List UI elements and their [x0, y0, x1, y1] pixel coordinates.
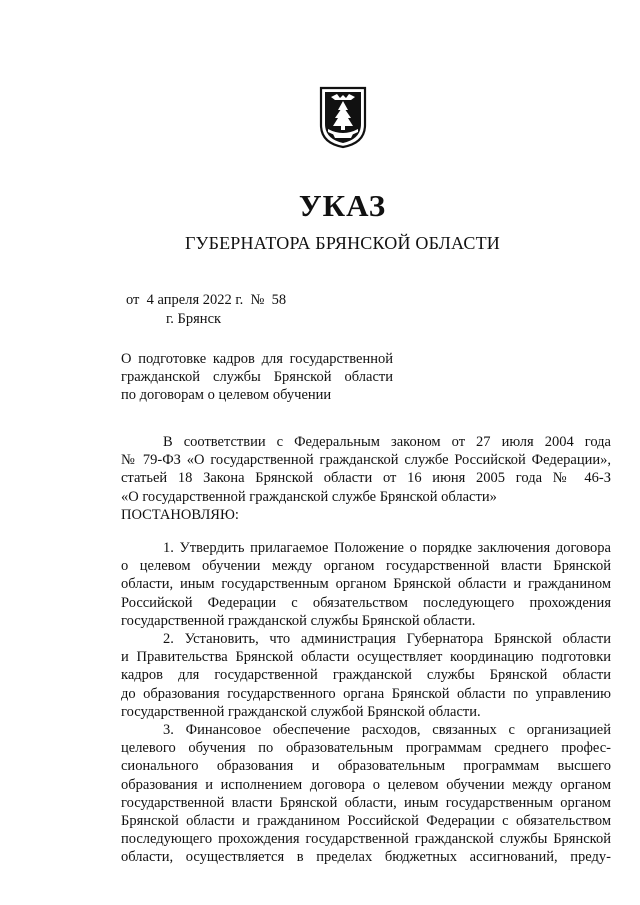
- document-title: УКАЗ: [298, 188, 387, 223]
- text-line: «О государственной гражданской службе Брянской области»: [121, 488, 497, 505]
- text-line: последующего прохождения государственной гражданской службы Брянской: [121, 831, 611, 848]
- text-line: 3. Финансовое обеспечение расходов, связанных с организацией: [163, 722, 611, 739]
- decree-items: [121, 539, 611, 867]
- item-paragraph-1: [121, 539, 611, 630]
- text-line: государственной гражданской службы Брянской области.: [121, 612, 476, 629]
- text-line: кадров для государственной гражданской службы Брянской области: [121, 667, 611, 684]
- date-number-line: от 4 апреля 2022 г. № 58: [126, 292, 287, 308]
- text-line: государственной власти Брянской области, иным государственным органом: [121, 794, 611, 811]
- preamble: [121, 433, 611, 524]
- item-paragraph-2: [121, 630, 611, 721]
- subject-line: гражданской службы Брянской области: [121, 369, 393, 385]
- decree-subject: [121, 350, 393, 404]
- text-line: и Правительства Брянской области осуществляет координацию подготовки: [121, 649, 611, 666]
- document-subtitle: ГУБЕРНАТОРА БРЯНСКОЙ ОБЛАСТИ: [185, 233, 500, 253]
- text-line: образования и исполнением договора о целевом обучении между органом: [121, 776, 611, 793]
- text-line: до образования государственного органа Брянской области по управлению: [121, 685, 611, 702]
- preamble-paragraph: [121, 433, 611, 524]
- text-line: государственной гражданской службой Брянской области.: [121, 703, 481, 720]
- item-paragraph-3: [121, 721, 611, 867]
- text-line: Российской Федерации с обязательством последующего прохождения: [121, 594, 611, 611]
- text-line: № 79-ФЗ «О государственной гражданской службе Российской Федерации»,: [121, 452, 611, 469]
- text-line: 2. Установить, что администрация Губернатора Брянской области: [163, 631, 611, 648]
- text-line: целевого обучения по образовательным программам среднего профес-: [121, 740, 611, 757]
- text-line: сионального образования и образовательным программам высшего: [121, 758, 611, 775]
- subject-line: О подготовке кадров для государственной: [121, 351, 393, 367]
- text-line: области, иным государственным органом Брянской области и гражданином: [121, 576, 611, 593]
- text-line: Брянской области и гражданином Российской Федерации с обязательством: [121, 813, 611, 830]
- subject-line: по договорам о целевом обучении: [121, 387, 332, 403]
- resolution-word: ПОСТАНОВЛЯЮ:: [121, 506, 239, 523]
- text-line: статьей 18 Закона Брянской области от 16 июня 2005 года № 46-З: [121, 470, 611, 487]
- text-line: 1. Утвердить прилагаемое Положение о порядке заключения договора: [163, 540, 611, 556]
- text-line: области, осуществляется в пределах бюджетных ассигнований, преду-: [121, 849, 611, 866]
- text-line: о целевом обучении между органом государственной власти Брянской: [121, 558, 611, 575]
- coat-of-arms-icon: [318, 85, 368, 149]
- city-line: г. Брянск: [166, 311, 222, 327]
- text-line: В соответствии с Федеральным законом от 27 июля 2004 года: [163, 434, 611, 450]
